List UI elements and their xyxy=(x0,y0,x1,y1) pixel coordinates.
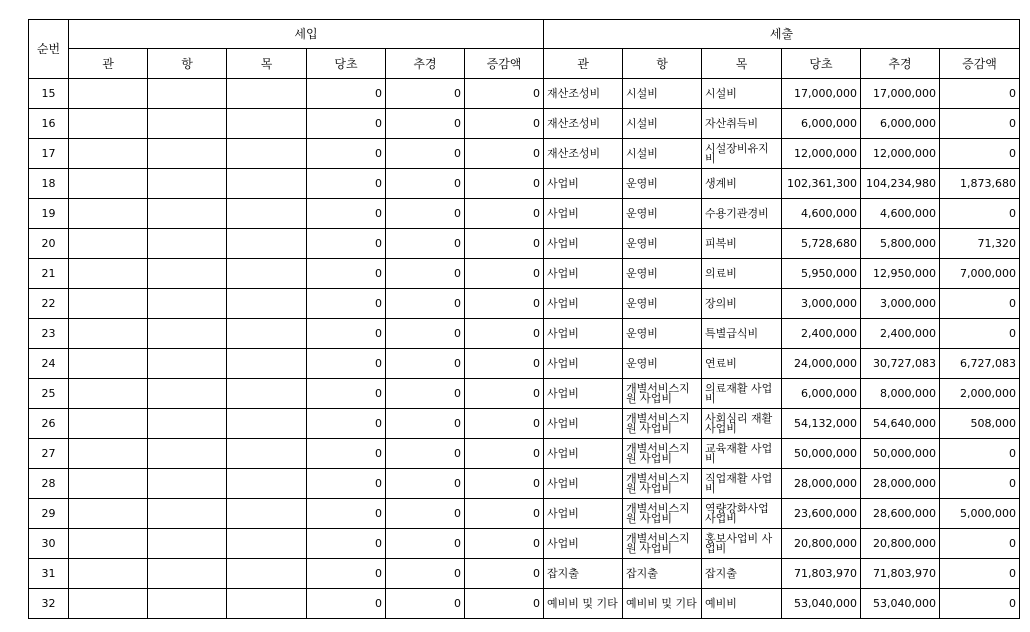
expense-gwan-cell: 사업비 xyxy=(544,259,623,289)
expense-mok-cell: 수용기관경비 xyxy=(702,199,782,229)
expense-difference-cell: 0 xyxy=(940,469,1020,499)
income-original-cell: 0 xyxy=(307,79,386,109)
income-original-cell: 0 xyxy=(307,289,386,319)
table-row xyxy=(29,259,1020,289)
expense-mok-cell: 연료비 xyxy=(702,349,782,379)
seq-cell: 21 xyxy=(29,259,69,289)
seq-cell: 22 xyxy=(29,289,69,319)
income-difference-cell: 0 xyxy=(465,139,544,169)
income-gwan-cell xyxy=(69,289,148,319)
expense-original-cell: 6,000,000 xyxy=(782,379,861,409)
income-original-cell: 0 xyxy=(307,109,386,139)
income-original-cell: 0 xyxy=(307,409,386,439)
expense-original-cell: 3,000,000 xyxy=(782,289,861,319)
income-original-cell: 0 xyxy=(307,589,386,619)
table-body xyxy=(29,79,1020,619)
expense-original-cell: 53,040,000 xyxy=(782,589,861,619)
income-supplementary-cell: 0 xyxy=(386,589,465,619)
income-difference-cell: 0 xyxy=(465,319,544,349)
expense-supplementary-cell: 6,000,000 xyxy=(861,109,940,139)
expense-hang-cell: 운영비 xyxy=(623,199,702,229)
expense-difference-cell: 0 xyxy=(940,559,1020,589)
income-header: 세입 xyxy=(69,20,544,49)
expense-col-mok: 목 xyxy=(702,49,782,79)
expense-original-cell: 50,000,000 xyxy=(782,439,861,469)
expense-original-cell: 12,000,000 xyxy=(782,139,861,169)
expense-gwan-cell: 사업비 xyxy=(544,229,623,259)
income-mok-cell xyxy=(227,499,307,529)
income-col-gwan: 관 xyxy=(69,49,148,79)
income-gwan-cell xyxy=(69,349,148,379)
expense-mok-cell: 예비비 xyxy=(702,589,782,619)
expense-hang-cell: 운영비 xyxy=(623,229,702,259)
seq-cell: 26 xyxy=(29,409,69,439)
income-original-cell: 0 xyxy=(307,229,386,259)
income-hang-cell xyxy=(148,199,227,229)
income-supplementary-cell: 0 xyxy=(386,259,465,289)
expense-original-cell: 23,600,000 xyxy=(782,499,861,529)
seq-cell: 15 xyxy=(29,79,69,109)
expense-supplementary-cell: 30,727,083 xyxy=(861,349,940,379)
expense-original-cell: 2,400,000 xyxy=(782,319,861,349)
expense-supplementary-cell: 5,800,000 xyxy=(861,229,940,259)
expense-supplementary-cell: 4,600,000 xyxy=(861,199,940,229)
income-gwan-cell xyxy=(69,199,148,229)
income-col-difference: 증감액 xyxy=(465,49,544,79)
expense-mok-cell: 의료비 xyxy=(702,259,782,289)
expense-original-cell: 5,728,680 xyxy=(782,229,861,259)
expense-difference-cell: 0 xyxy=(940,319,1020,349)
expense-difference-cell: 6,727,083 xyxy=(940,349,1020,379)
expense-difference-cell: 0 xyxy=(940,529,1020,559)
income-col-mok: 목 xyxy=(227,49,307,79)
income-difference-cell: 0 xyxy=(465,229,544,259)
expense-original-cell: 6,000,000 xyxy=(782,109,861,139)
expense-gwan-cell: 재산조성비 xyxy=(544,109,623,139)
expense-mok-cell: 홍보사업비 사업비 xyxy=(702,529,782,559)
seq-cell: 28 xyxy=(29,469,69,499)
expense-gwan-cell: 재산조성비 xyxy=(544,139,623,169)
expense-difference-cell: 71,320 xyxy=(940,229,1020,259)
income-supplementary-cell: 0 xyxy=(386,469,465,499)
income-gwan-cell xyxy=(69,229,148,259)
expense-mok-cell: 피복비 xyxy=(702,229,782,259)
income-hang-cell xyxy=(148,379,227,409)
expense-supplementary-cell: 3,000,000 xyxy=(861,289,940,319)
income-mok-cell xyxy=(227,439,307,469)
income-supplementary-cell: 0 xyxy=(386,349,465,379)
expense-gwan-cell: 사업비 xyxy=(544,379,623,409)
expense-mok-cell: 시설비 xyxy=(702,79,782,109)
table-row xyxy=(29,349,1020,379)
income-difference-cell: 0 xyxy=(465,439,544,469)
income-hang-cell xyxy=(148,109,227,139)
table-row xyxy=(29,439,1020,469)
income-original-cell: 0 xyxy=(307,259,386,289)
expense-difference-cell: 0 xyxy=(940,589,1020,619)
seq-cell: 16 xyxy=(29,109,69,139)
expense-hang-cell: 개별서비스지원 사업비 xyxy=(623,379,702,409)
expense-gwan-cell: 사업비 xyxy=(544,349,623,379)
income-gwan-cell xyxy=(69,139,148,169)
expense-difference-cell: 0 xyxy=(940,139,1020,169)
income-supplementary-cell: 0 xyxy=(386,109,465,139)
income-hang-cell xyxy=(148,559,227,589)
income-hang-cell xyxy=(148,229,227,259)
expense-difference-cell: 508,000 xyxy=(940,409,1020,439)
expense-hang-cell: 개별서비스지원 사업비 xyxy=(623,409,702,439)
expense-difference-cell: 5,000,000 xyxy=(940,499,1020,529)
expense-gwan-cell: 사업비 xyxy=(544,319,623,349)
income-original-cell: 0 xyxy=(307,379,386,409)
expense-hang-cell: 개별서비스지원 사업비 xyxy=(623,469,702,499)
income-original-cell: 0 xyxy=(307,529,386,559)
table-row xyxy=(29,79,1020,109)
expense-gwan-cell: 사업비 xyxy=(544,199,623,229)
budget-table xyxy=(28,19,1020,619)
expense-difference-cell: 0 xyxy=(940,79,1020,109)
table-row xyxy=(29,319,1020,349)
income-difference-cell: 0 xyxy=(465,259,544,289)
income-difference-cell: 0 xyxy=(465,289,544,319)
income-original-cell: 0 xyxy=(307,139,386,169)
expense-difference-cell: 0 xyxy=(940,199,1020,229)
income-supplementary-cell: 0 xyxy=(386,529,465,559)
expense-original-cell: 54,132,000 xyxy=(782,409,861,439)
seq-cell: 23 xyxy=(29,319,69,349)
income-hang-cell xyxy=(148,409,227,439)
income-mok-cell xyxy=(227,529,307,559)
expense-original-cell: 4,600,000 xyxy=(782,199,861,229)
table-row xyxy=(29,199,1020,229)
expense-col-gwan: 관 xyxy=(544,49,623,79)
income-col-hang: 항 xyxy=(148,49,227,79)
table-row xyxy=(29,109,1020,139)
income-col-supplementary: 추경 xyxy=(386,49,465,79)
income-gwan-cell xyxy=(69,409,148,439)
expense-mok-cell: 교육재활 사업비 xyxy=(702,439,782,469)
table-row xyxy=(29,379,1020,409)
header-row-top xyxy=(29,20,1020,49)
income-difference-cell: 0 xyxy=(465,589,544,619)
income-supplementary-cell: 0 xyxy=(386,439,465,469)
expense-supplementary-cell: 104,234,980 xyxy=(861,169,940,199)
expense-mok-cell: 장의비 xyxy=(702,289,782,319)
table-row xyxy=(29,229,1020,259)
income-supplementary-cell: 0 xyxy=(386,499,465,529)
table-row xyxy=(29,169,1020,199)
seq-cell: 31 xyxy=(29,559,69,589)
income-difference-cell: 0 xyxy=(465,109,544,139)
seq-cell: 18 xyxy=(29,169,69,199)
income-hang-cell xyxy=(148,499,227,529)
table-row xyxy=(29,139,1020,169)
income-supplementary-cell: 0 xyxy=(386,79,465,109)
income-mok-cell xyxy=(227,349,307,379)
expense-original-cell: 28,000,000 xyxy=(782,469,861,499)
income-col-original: 당초 xyxy=(307,49,386,79)
income-gwan-cell xyxy=(69,379,148,409)
income-supplementary-cell: 0 xyxy=(386,379,465,409)
income-mok-cell xyxy=(227,559,307,589)
expense-hang-cell: 운영비 xyxy=(623,169,702,199)
expense-supplementary-cell: 50,000,000 xyxy=(861,439,940,469)
income-gwan-cell xyxy=(69,319,148,349)
expense-supplementary-cell: 53,040,000 xyxy=(861,589,940,619)
table-row xyxy=(29,499,1020,529)
income-mok-cell xyxy=(227,319,307,349)
income-hang-cell xyxy=(148,169,227,199)
expense-mok-cell: 생계비 xyxy=(702,169,782,199)
expense-col-hang: 항 xyxy=(623,49,702,79)
income-difference-cell: 0 xyxy=(465,529,544,559)
income-original-cell: 0 xyxy=(307,349,386,379)
expense-supplementary-cell: 8,000,000 xyxy=(861,379,940,409)
income-mok-cell xyxy=(227,589,307,619)
expense-hang-cell: 운영비 xyxy=(623,349,702,379)
income-hang-cell xyxy=(148,259,227,289)
expense-mok-cell: 역량강화사업 사업비 xyxy=(702,499,782,529)
table-row xyxy=(29,409,1020,439)
income-gwan-cell xyxy=(69,469,148,499)
income-original-cell: 0 xyxy=(307,439,386,469)
income-hang-cell xyxy=(148,589,227,619)
income-mok-cell xyxy=(227,199,307,229)
expense-gwan-cell: 사업비 xyxy=(544,499,623,529)
income-difference-cell: 0 xyxy=(465,469,544,499)
income-hang-cell xyxy=(148,79,227,109)
expense-supplementary-cell: 28,600,000 xyxy=(861,499,940,529)
expense-original-cell: 71,803,970 xyxy=(782,559,861,589)
income-mok-cell xyxy=(227,379,307,409)
header-row-sub xyxy=(29,49,1020,79)
expense-gwan-cell: 예비비 및 기타 xyxy=(544,589,623,619)
expense-hang-cell: 운영비 xyxy=(623,259,702,289)
expense-original-cell: 17,000,000 xyxy=(782,79,861,109)
income-mok-cell xyxy=(227,79,307,109)
expense-header: 세출 xyxy=(544,20,1020,49)
table-row xyxy=(29,529,1020,559)
expense-hang-cell: 운영비 xyxy=(623,289,702,319)
income-supplementary-cell: 0 xyxy=(386,139,465,169)
expense-gwan-cell: 사업비 xyxy=(544,409,623,439)
income-original-cell: 0 xyxy=(307,169,386,199)
income-original-cell: 0 xyxy=(307,559,386,589)
income-gwan-cell xyxy=(69,169,148,199)
expense-supplementary-cell: 12,000,000 xyxy=(861,139,940,169)
income-hang-cell xyxy=(148,139,227,169)
expense-gwan-cell: 사업비 xyxy=(544,529,623,559)
expense-hang-cell: 시설비 xyxy=(623,109,702,139)
income-gwan-cell xyxy=(69,529,148,559)
expense-mok-cell: 특별급식비 xyxy=(702,319,782,349)
income-mok-cell xyxy=(227,109,307,139)
income-mok-cell xyxy=(227,409,307,439)
seq-cell: 20 xyxy=(29,229,69,259)
expense-original-cell: 102,361,300 xyxy=(782,169,861,199)
expense-difference-cell: 1,873,680 xyxy=(940,169,1020,199)
income-gwan-cell xyxy=(69,79,148,109)
income-difference-cell: 0 xyxy=(465,349,544,379)
expense-difference-cell: 2,000,000 xyxy=(940,379,1020,409)
income-mok-cell xyxy=(227,289,307,319)
expense-gwan-cell: 사업비 xyxy=(544,439,623,469)
expense-mok-cell: 사회심리 재활 사업비 xyxy=(702,409,782,439)
expense-hang-cell: 개별서비스지원 사업비 xyxy=(623,439,702,469)
seq-cell: 19 xyxy=(29,199,69,229)
income-difference-cell: 0 xyxy=(465,559,544,589)
expense-difference-cell: 7,000,000 xyxy=(940,259,1020,289)
income-supplementary-cell: 0 xyxy=(386,319,465,349)
income-gwan-cell xyxy=(69,559,148,589)
expense-hang-cell: 시설비 xyxy=(623,139,702,169)
expense-supplementary-cell: 20,800,000 xyxy=(861,529,940,559)
income-hang-cell xyxy=(148,289,227,319)
expense-hang-cell: 운영비 xyxy=(623,319,702,349)
expense-supplementary-cell: 12,950,000 xyxy=(861,259,940,289)
income-hang-cell xyxy=(148,439,227,469)
table-row xyxy=(29,469,1020,499)
income-mok-cell xyxy=(227,469,307,499)
seq-cell: 24 xyxy=(29,349,69,379)
expense-gwan-cell: 사업비 xyxy=(544,289,623,319)
expense-difference-cell: 0 xyxy=(940,439,1020,469)
income-supplementary-cell: 0 xyxy=(386,289,465,319)
income-mok-cell xyxy=(227,169,307,199)
expense-col-original: 당초 xyxy=(782,49,861,79)
expense-mok-cell: 자산취득비 xyxy=(702,109,782,139)
expense-hang-cell: 개별서비스지원 사업비 xyxy=(623,529,702,559)
income-difference-cell: 0 xyxy=(465,169,544,199)
expense-gwan-cell: 사업비 xyxy=(544,169,623,199)
expense-col-difference: 증감액 xyxy=(940,49,1020,79)
income-difference-cell: 0 xyxy=(465,379,544,409)
expense-gwan-cell: 잡지출 xyxy=(544,559,623,589)
seq-cell: 25 xyxy=(29,379,69,409)
table-row xyxy=(29,559,1020,589)
income-hang-cell xyxy=(148,529,227,559)
expense-mok-cell: 의료재활 사업비 xyxy=(702,379,782,409)
expense-gwan-cell: 재산조성비 xyxy=(544,79,623,109)
income-hang-cell xyxy=(148,319,227,349)
income-gwan-cell xyxy=(69,499,148,529)
seq-cell: 17 xyxy=(29,139,69,169)
expense-supplementary-cell: 17,000,000 xyxy=(861,79,940,109)
expense-supplementary-cell: 71,803,970 xyxy=(861,559,940,589)
income-supplementary-cell: 0 xyxy=(386,169,465,199)
income-original-cell: 0 xyxy=(307,199,386,229)
income-original-cell: 0 xyxy=(307,469,386,499)
income-hang-cell xyxy=(148,469,227,499)
expense-difference-cell: 0 xyxy=(940,109,1020,139)
seq-cell: 30 xyxy=(29,529,69,559)
expense-mok-cell: 잡지출 xyxy=(702,559,782,589)
expense-hang-cell: 개별서비스지원 사업비 xyxy=(623,499,702,529)
seq-header: 순번 xyxy=(29,20,69,79)
income-gwan-cell xyxy=(69,109,148,139)
expense-original-cell: 5,950,000 xyxy=(782,259,861,289)
income-supplementary-cell: 0 xyxy=(386,199,465,229)
income-hang-cell xyxy=(148,349,227,379)
income-original-cell: 0 xyxy=(307,319,386,349)
income-gwan-cell xyxy=(69,589,148,619)
seq-cell: 27 xyxy=(29,439,69,469)
table-row xyxy=(29,289,1020,319)
expense-supplementary-cell: 54,640,000 xyxy=(861,409,940,439)
seq-cell: 32 xyxy=(29,589,69,619)
income-supplementary-cell: 0 xyxy=(386,409,465,439)
income-difference-cell: 0 xyxy=(465,199,544,229)
income-mok-cell xyxy=(227,259,307,289)
income-gwan-cell xyxy=(69,439,148,469)
expense-supplementary-cell: 28,000,000 xyxy=(861,469,940,499)
expense-original-cell: 20,800,000 xyxy=(782,529,861,559)
income-original-cell: 0 xyxy=(307,499,386,529)
expense-hang-cell: 예비비 및 기타 xyxy=(623,589,702,619)
expense-supplementary-cell: 2,400,000 xyxy=(861,319,940,349)
income-supplementary-cell: 0 xyxy=(386,229,465,259)
expense-gwan-cell: 사업비 xyxy=(544,469,623,499)
income-difference-cell: 0 xyxy=(465,79,544,109)
income-difference-cell: 0 xyxy=(465,499,544,529)
seq-cell: 29 xyxy=(29,499,69,529)
income-mok-cell xyxy=(227,229,307,259)
expense-hang-cell: 시설비 xyxy=(623,79,702,109)
expense-original-cell: 24,000,000 xyxy=(782,349,861,379)
income-difference-cell: 0 xyxy=(465,409,544,439)
income-supplementary-cell: 0 xyxy=(386,559,465,589)
expense-col-supplementary: 추경 xyxy=(861,49,940,79)
expense-difference-cell: 0 xyxy=(940,289,1020,319)
expense-hang-cell: 잡지출 xyxy=(623,559,702,589)
expense-mok-cell: 직업재활 사업비 xyxy=(702,469,782,499)
income-mok-cell xyxy=(227,139,307,169)
table-row xyxy=(29,589,1020,619)
expense-mok-cell: 시설장비유지비 xyxy=(702,139,782,169)
income-gwan-cell xyxy=(69,259,148,289)
